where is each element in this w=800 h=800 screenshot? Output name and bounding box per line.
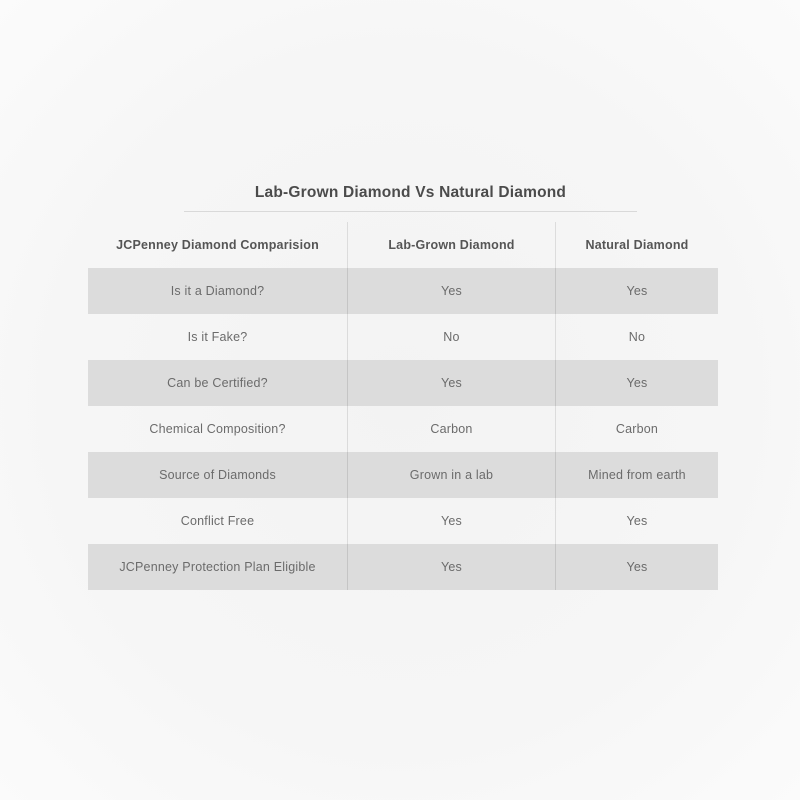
column-header-lab-grown: Lab-Grown Diamond [347,222,555,268]
natural-cell: Yes [555,360,718,406]
feature-cell: Can be Certified? [167,376,268,390]
table-row [88,314,718,360]
lab-grown-cell: Yes [347,360,555,406]
title-block [184,184,637,212]
lab-grown-cell: Yes [347,268,555,314]
lab-grown-cell: Yes [347,498,555,544]
lab-grown-cell: Yes [347,544,555,590]
natural-cell: Yes [555,544,718,590]
natural-cell: Carbon [555,406,718,452]
natural-cell: Yes [555,268,718,314]
feature-cell: Is it a Diamond? [170,284,265,298]
natural-cell: Mined from earth [555,452,718,498]
lab-grown-cell: Carbon [347,406,555,452]
table-row [88,268,718,314]
lab-grown-cell: Grown in a lab [347,452,555,498]
table-row [88,452,718,498]
feature-cell: Is it Fake? [187,330,248,344]
comparison-table [88,222,718,590]
table-header-row [88,222,718,268]
table-row [88,360,718,406]
feature-cell: Chemical Composition? [149,422,286,436]
natural-cell: Yes [555,498,718,544]
feature-cell: Conflict Free [180,514,255,528]
feature-cell: JCPenney Protection Plan Eligible [119,560,316,574]
column-header-comparison: JCPenney Diamond Comparision [116,238,319,252]
page-title: Lab-Grown Diamond Vs Natural Diamond [254,184,567,201]
table-row [88,498,718,544]
feature-cell: Source of Diamonds [159,468,276,482]
table-row [88,406,718,452]
natural-cell: No [555,314,718,360]
column-header-natural: Natural Diamond [555,222,718,268]
table-row [88,544,718,590]
lab-grown-cell: No [347,314,555,360]
